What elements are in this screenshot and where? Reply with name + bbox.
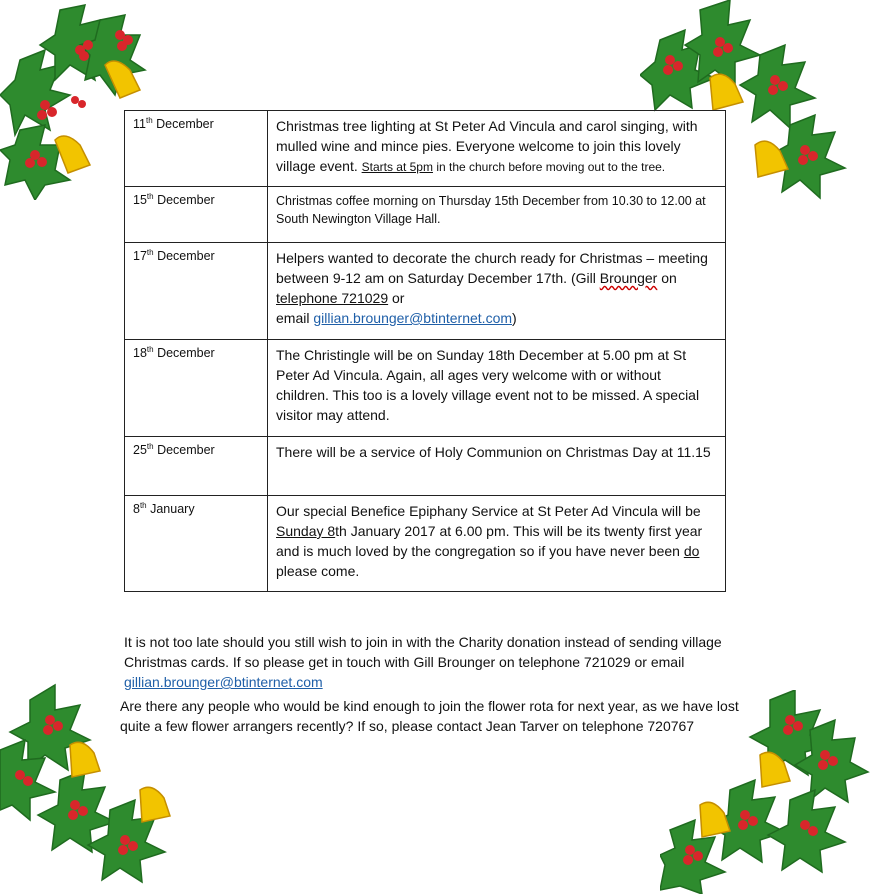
flower-rota-note: Are there any people who would be kind enough to join the flower rota for next year, as we have lost quite a few flower arrangers recently? If so, please contact Jean Tarver on telephone 720767 [120,698,739,734]
event-description: Christmas coffee morning on Thursday 15th December from 10.30 to 12.00 at South Newington Village Hall. [268,187,726,243]
email-link[interactable]: gillian.brounger@btinternet.com [124,674,323,690]
event-date: 17th December [125,243,268,340]
table-row [125,187,726,243]
event-date: 11th December [125,111,268,187]
event-description: Helpers wanted to decorate the church ready for Christmas – meeting between 9-12 am on Saturday December 17th. (Gill Brounger on telephone 721029 or email gillian.brounger@btinternet.com) [268,243,726,340]
table-row [125,496,726,592]
event-description: Christmas tree lighting at St Peter Ad Vincula and carol singing, with mulled wine and mince pies. Everyone welcome to join this lovely village event. Starts at 5pm in the church before moving out to the tree. [268,111,726,187]
event-date: 15th December [125,187,268,243]
events-table [124,110,726,592]
event-date: 18th December [125,340,268,437]
table-row [125,243,726,340]
event-date: 8th January [125,496,268,592]
event-description: Our special Benefice Epiphany Service at St Peter Ad Vincula will be Sunday 8th January 2017 at 6.00 pm. This will be its twenty first year and is much loved by the congregation so if you have never been do please come. [268,496,726,592]
event-date: 25th December [125,437,268,496]
table-row [125,437,726,496]
email-link[interactable]: gillian.brounger@btinternet.com [313,310,513,326]
event-description: There will be a service of Holy Communion on Christmas Day at 11.15 [268,437,726,496]
charity-note: It is not too late should you still wish to join in with the Charity donation instead of sending village Christmas cards. If so please get in touch with Gill Brounger on telephone 721029 or email gillian.brounger@btinternet.com [124,634,722,690]
event-description: The Christingle will be on Sunday 18th December at 5.00 pm at St Peter Ad Vincula. Again, all ages very welcome with or without children. This too is a lovely village event not to be missed. A special visitor may attend. [268,340,726,437]
table-row [125,340,726,437]
table-row [125,111,726,187]
